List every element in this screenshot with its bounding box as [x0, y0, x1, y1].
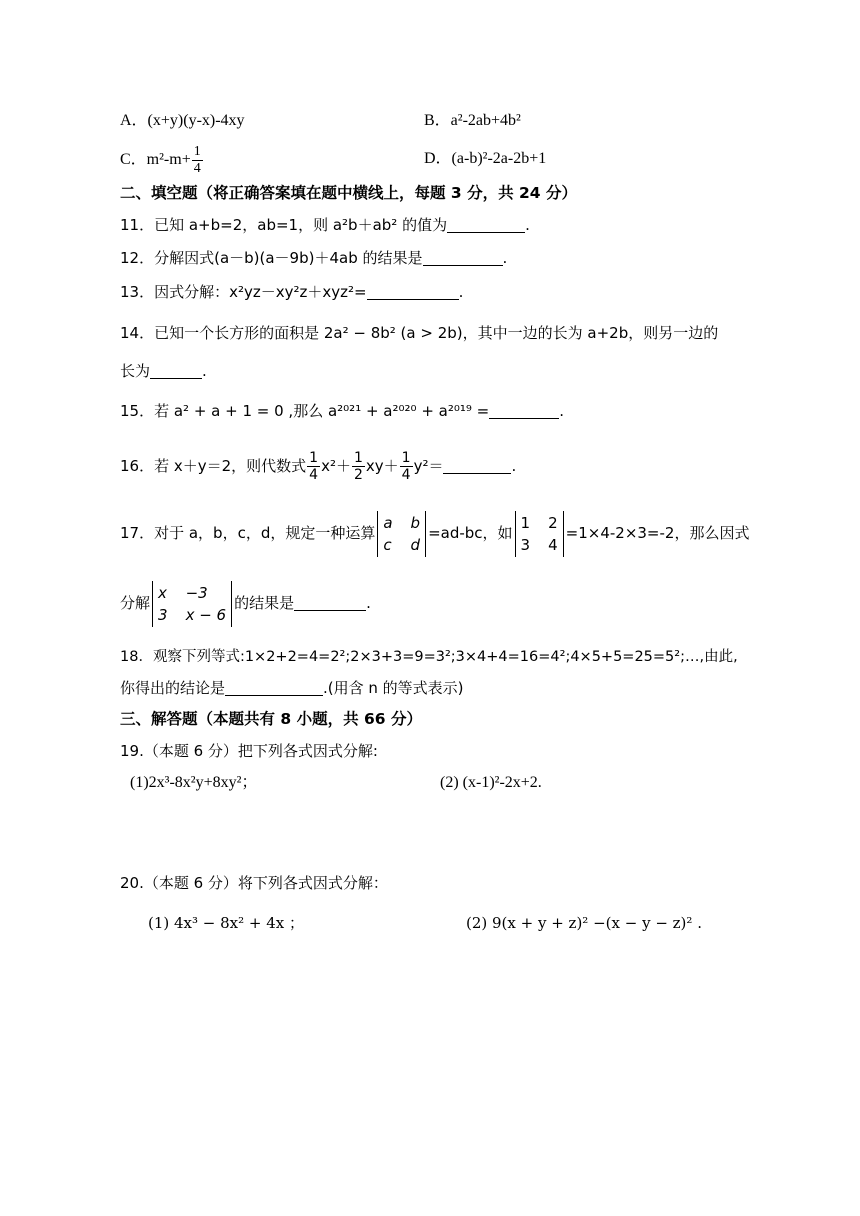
det-cell: x	[158, 583, 167, 602]
q10-option-c	[120, 144, 204, 177]
fraction-numerator: 1	[353, 450, 363, 466]
question-19-part-2: (2) (x-1)²-2x+2.	[440, 774, 542, 791]
fraction	[307, 450, 320, 483]
question-16	[120, 446, 516, 486]
det-cell: 1	[520, 513, 531, 532]
determinant-abcd	[377, 511, 426, 557]
question-14-line-1: 14．已知一个长方形的面积是 2a² − 8b² (a > 2b)，其中一边的长为 a+2b，则另一边的	[120, 324, 719, 342]
question-16-text: 16．若 x＋y＝2，则代数式	[120, 457, 307, 475]
question-17-mid: =ad-bc，如	[428, 524, 513, 542]
det-cell: 2	[548, 513, 558, 532]
det-cell: x − 6	[185, 605, 227, 624]
q10-option-c-text: C．m²-m+	[120, 151, 191, 169]
term: x²＋	[321, 457, 351, 475]
question-13-text: 13．因式分解：x²yz－xy²z＋xyz²=	[120, 283, 367, 301]
fraction-numerator: 1	[309, 450, 319, 466]
question-15-end: .	[559, 402, 565, 420]
answer-blank[interactable]	[447, 216, 525, 233]
question-20-part-1: (1) 4x³ − 8x² + 4x ；	[148, 914, 305, 932]
det-cell: 3	[520, 535, 531, 554]
question-17-line-1	[120, 508, 749, 558]
fraction-denominator: 2	[353, 467, 363, 483]
q10-option-a: A．(x+y)(y-x)-4xy	[120, 112, 245, 129]
question-17-end: .	[366, 594, 371, 612]
answer-blank[interactable]	[443, 457, 511, 474]
section-3-heading: 三、解答题（本题共有 8 小题，共 66 分）	[120, 710, 422, 728]
question-12	[120, 247, 507, 269]
answer-blank[interactable]	[423, 249, 503, 266]
question-18-line-1: 18．观察下列等式:1×2+2=4=2²;2×3+3=9=3²;3×4+4=16=4²;4×5+5=25=5²;…,由此,	[120, 649, 738, 665]
q10-option-b: B．a²-2ab+4b²	[424, 112, 521, 129]
answer-blank[interactable]	[367, 283, 459, 300]
answer-blank[interactable]	[150, 362, 202, 379]
question-14-line-2	[120, 360, 207, 382]
question-15-text: 15．若 a² + a + 1 = 0 ,那么 a²⁰²¹ + a²⁰²⁰ + a²⁰¹⁹ =	[120, 402, 490, 420]
section-2-heading: 二、填空题（将正确答案填在题中横线上，每题 3 分，共 24 分）	[120, 184, 577, 202]
det-cell: d	[410, 535, 421, 554]
det-cell: −3	[185, 583, 208, 602]
answer-blank[interactable]	[225, 679, 323, 696]
fraction	[400, 450, 413, 483]
term: xy＋	[365, 457, 399, 475]
question-15	[120, 400, 564, 422]
question-11-text: 11．已知 a+b=2，ab=1，则 a²b＋ab² 的值为	[120, 216, 448, 234]
question-20-title: 20.（本题 6 分）将下列各式因式分解：	[120, 874, 388, 892]
det-cell: c	[383, 535, 392, 554]
question-20-part-2: (2) 9(x + y + z)² −(x − y − z)² .	[466, 914, 702, 932]
det-cell: 4	[548, 535, 558, 554]
answer-blank[interactable]	[294, 594, 366, 611]
question-14-end: .	[202, 362, 207, 380]
fraction-numerator: 1	[401, 450, 411, 466]
determinant-x	[152, 581, 232, 627]
answer-blank[interactable]	[489, 402, 559, 419]
question-16-end: .	[511, 457, 517, 475]
question-17-text: 17．对于 a，b，c，d，规定一种运算	[120, 524, 376, 542]
det-cell: a	[383, 513, 393, 532]
q10-option-d: D．(a-b)²-2a-2b+1	[424, 150, 547, 167]
question-17-line-2-text: 分解	[120, 594, 151, 612]
question-12-end: .	[502, 249, 508, 267]
question-17-line-2-suffix: 的结果是	[234, 594, 295, 612]
question-18-line-2-suffix: .(用含 n 的等式表示)	[323, 679, 464, 697]
fraction-denominator: 4	[193, 161, 201, 176]
question-19-title: 19.（本题 6 分）把下列各式因式分解:	[120, 742, 378, 760]
q10-option-c-fraction	[192, 144, 203, 177]
question-17-suffix: =1×4-2×3=-2，那么因式	[565, 524, 750, 542]
fraction-denominator: 4	[309, 467, 319, 483]
question-14-line-2-text: 长为	[120, 362, 151, 380]
question-13	[120, 281, 463, 303]
question-19-part-1: (1)2x³-8x²y+8xy²；	[130, 774, 258, 791]
question-18-line-2-text: 你得出的结论是	[120, 679, 226, 697]
question-18-line-2	[120, 677, 464, 699]
question-17-line-2	[120, 578, 371, 628]
question-11-end: .	[525, 216, 530, 234]
term: y²＝	[413, 457, 444, 475]
question-13-end: .	[458, 283, 464, 301]
det-cell: 3	[158, 605, 168, 624]
det-cell: b	[410, 513, 421, 532]
fraction	[352, 450, 365, 483]
question-12-text: 12．分解因式(a－b)(a－9b)＋4ab 的结果是	[120, 249, 423, 267]
fraction-denominator: 4	[401, 467, 411, 483]
question-11	[120, 214, 530, 236]
fraction-numerator: 1	[193, 144, 201, 159]
determinant-example	[515, 511, 564, 557]
